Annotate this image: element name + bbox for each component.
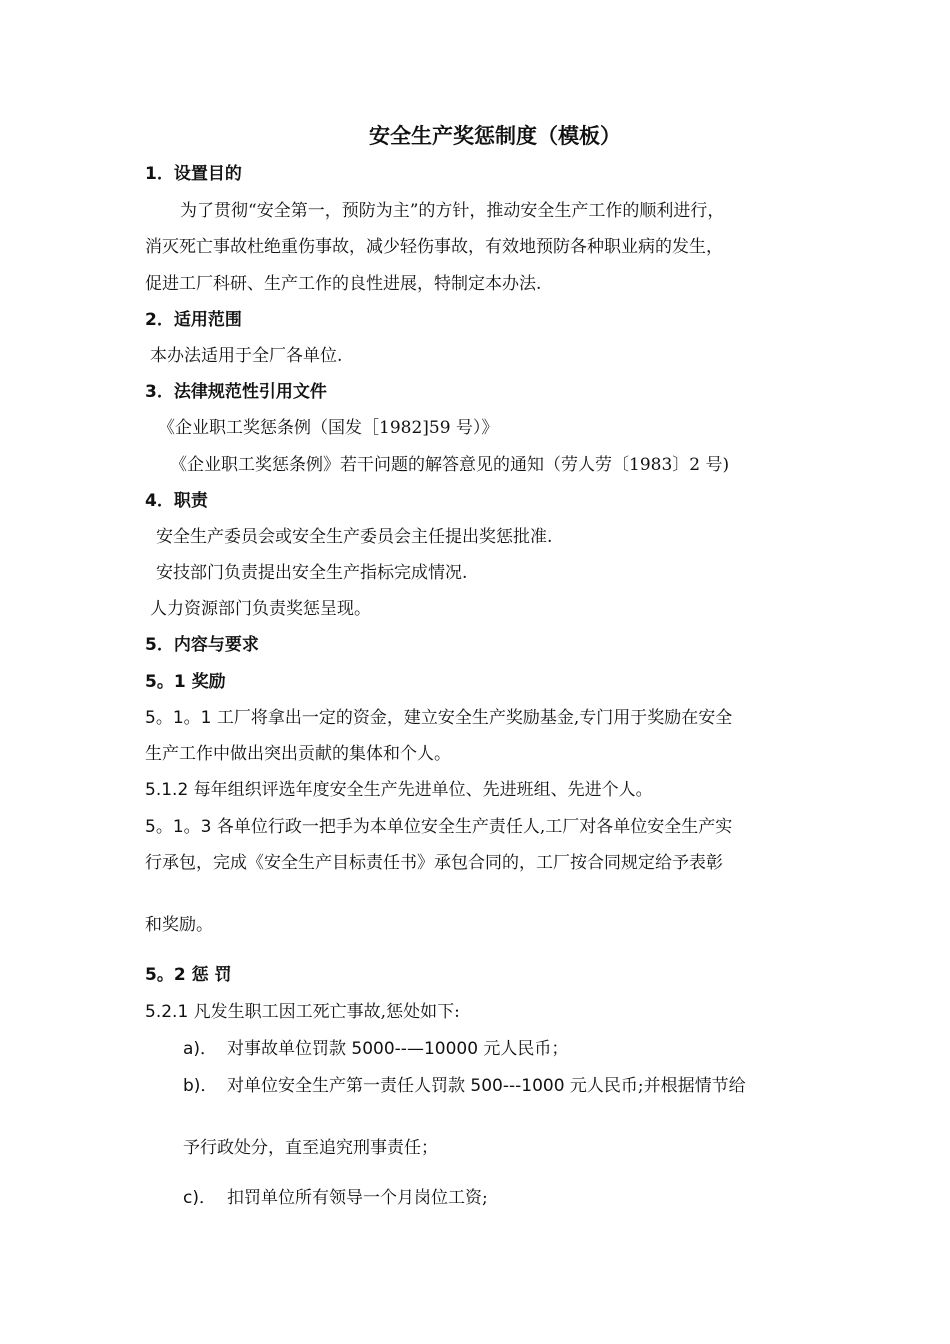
item-marker: c)．: [183, 1188, 216, 1208]
section-4-line-1: 安全生产委员会或安全生产委员会主任提出奖惩批准.: [156, 527, 553, 547]
clause-text: 各单位行政一把手为本单位安全生产责任人,工厂对各单位安全生产实: [211, 817, 733, 837]
clause-text: 工厂将拿出一定的资金，建立安全生产奖励基金,专门用于奖励在安全: [211, 708, 733, 728]
section-1-line-3: 促进工厂科研、生产工作的良性进展，特制定本办法.: [145, 274, 542, 294]
section-4-heading: 4．职责: [145, 491, 208, 511]
item-amount: 500---1000: [470, 1076, 565, 1096]
clause-5-1-3: [145, 815, 732, 839]
item-marker: a)．: [183, 1039, 218, 1059]
item-text-end: 元人民币;并根据情节给: [564, 1076, 746, 1096]
clause-number: 5.1.2: [145, 780, 189, 800]
clause-5-2-1: [145, 1000, 460, 1024]
clause-text: 凡发生职工因工死亡事故,惩处如下:: [188, 1002, 460, 1022]
item-text: 扣罚单位所有领导一个月岗位工资;: [227, 1188, 488, 1208]
clause-5-1-1-continued: 生产工作中做出突出贡献的集体和个人。: [145, 744, 451, 764]
section-2-line: 本办法适用于全厂各单位.: [150, 346, 343, 366]
section-1-heading: 1．设置目的: [145, 164, 242, 184]
penalty-item-c: [183, 1186, 488, 1210]
subsection-5-1-heading: 5。1 奖励: [145, 672, 226, 692]
section-3-reference-1: 《企业职工奖惩条例（国发［1982]59 号）》: [158, 418, 499, 438]
item-text: 对事故单位罚款: [227, 1039, 352, 1059]
clause-number: 5.2.1: [145, 1002, 189, 1022]
section-4-line-3: 人力资源部门负责奖惩呈现。: [150, 599, 371, 619]
penalty-item-b: [183, 1074, 746, 1098]
item-amount: 5000--—10000: [351, 1039, 479, 1059]
clause-5-1-3-continued-2: 和奖励。: [145, 915, 213, 935]
clause-5-1-3-continued: 行承包，完成《安全生产目标责任书》承包合同的，工厂按合同规定给予表彰: [145, 853, 723, 873]
item-text-end: 元人民币；: [478, 1039, 569, 1059]
section-2-heading: 2．适用范围: [145, 310, 242, 330]
section-4-line-2: 安技部门负责提出安全生产指标完成情况.: [156, 563, 468, 583]
clause-number: 5。1。3: [145, 817, 212, 837]
section-1-line-2: 消灭死亡事故杜绝重伤事故，减少轻伤事故，有效地预防各种职业病的发生，: [145, 237, 723, 257]
penalty-item-a: [183, 1037, 568, 1061]
clause-number: 5。1。1: [145, 708, 212, 728]
subsection-5-2-heading: 5。2 惩 罚: [145, 965, 232, 985]
document-title: 安全生产奖惩制度（模板）: [369, 123, 621, 148]
section-3-heading: 3．法律规范性引用文件: [145, 382, 327, 402]
section-1-line-1: 为了贯彻“安全第一，预防为主”的方针，推动安全生产工作的顺利进行，: [180, 201, 725, 221]
clause-5-1-2: [145, 778, 653, 802]
section-5-heading: 5．内容与要求: [145, 635, 259, 655]
clause-text: 每年组织评选年度安全生产先进单位、先进班组、先进个人。: [188, 780, 653, 800]
clause-5-1-1: [145, 706, 732, 730]
item-text: 对单位安全生产第一责任人罚款: [227, 1076, 471, 1096]
item-marker: b)．: [183, 1076, 218, 1096]
section-3-reference-2: 《企业职工奖惩条例》若干问题的解答意见的通知（劳人劳〔1983〕2 号): [170, 455, 730, 475]
penalty-item-b-continued: 予行政处分，直至追究刑事责任；: [183, 1138, 438, 1158]
